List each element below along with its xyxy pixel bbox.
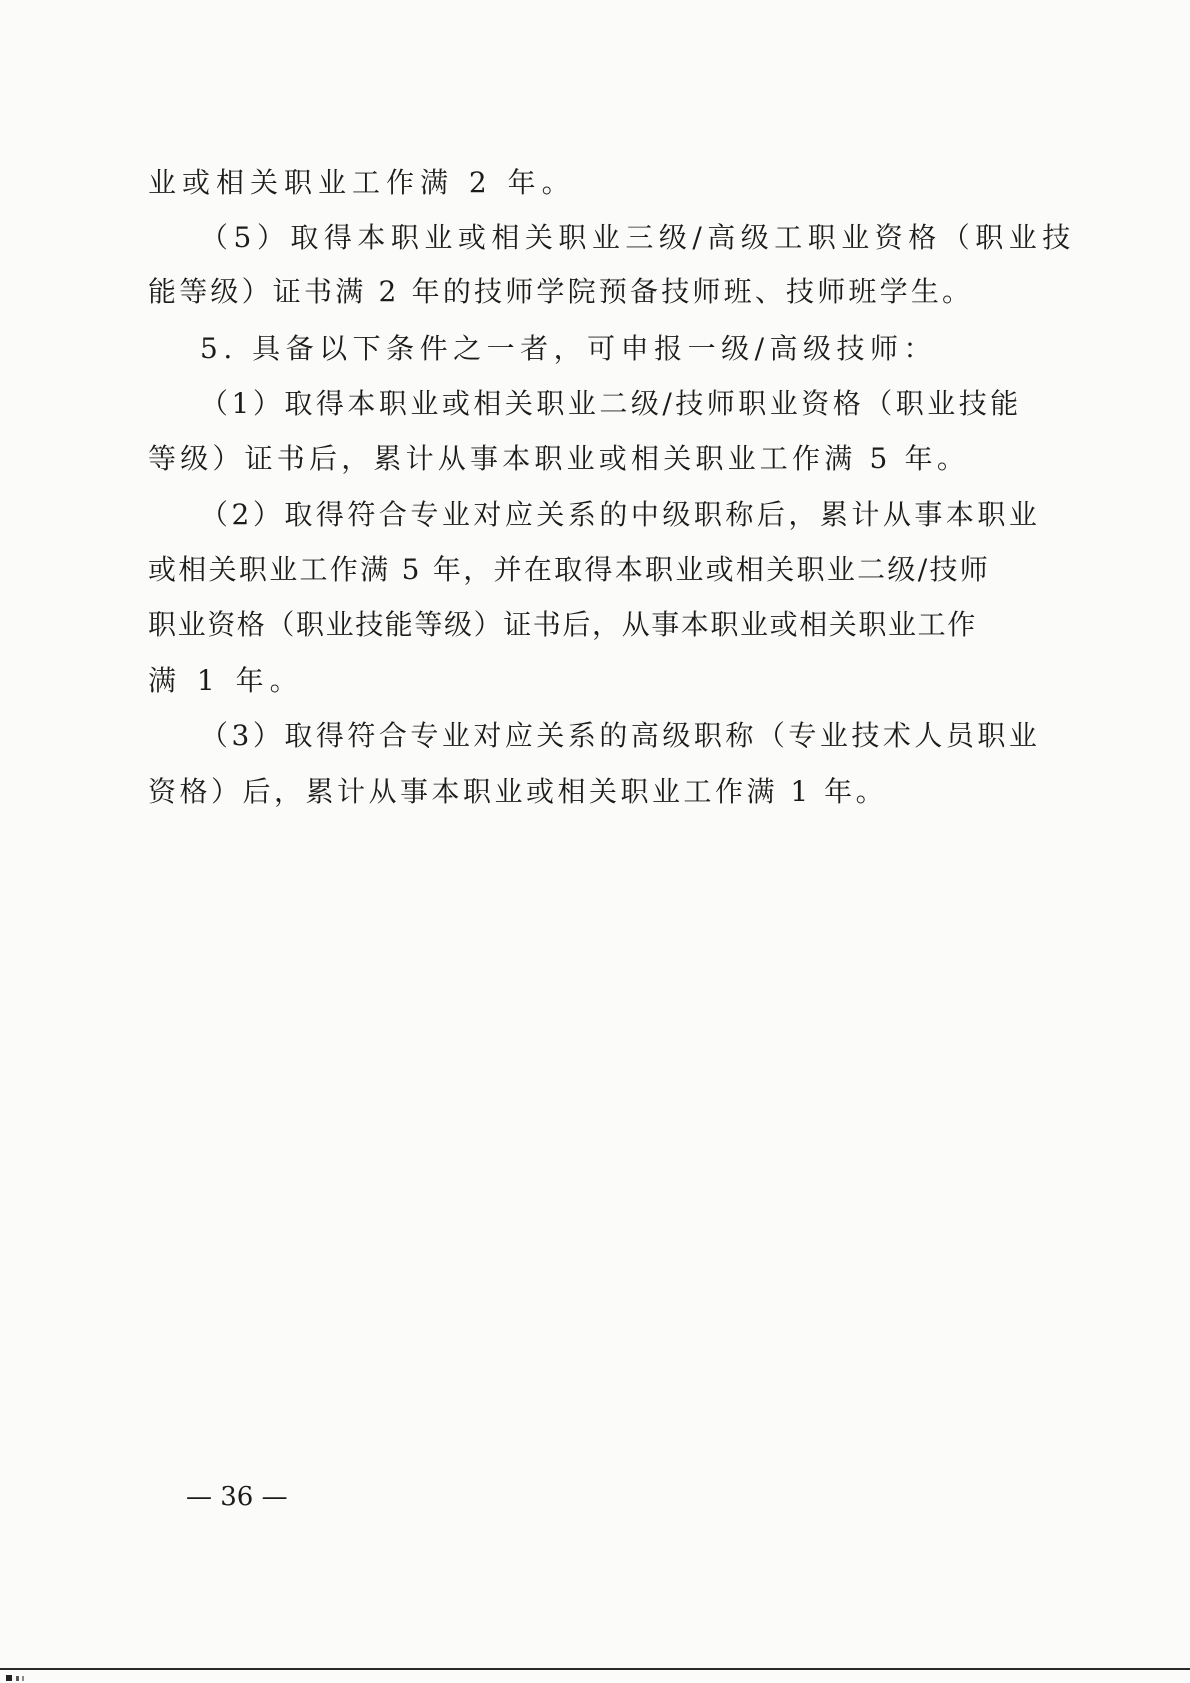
bottom-divider [0, 1668, 1190, 1670]
text-line: （2）取得符合专业对应关系的中级职称后，累计从事本职业 [200, 498, 1041, 531]
text-line: 或相关职业工作满 5 年，并在取得本职业或相关职业二级/技师 [148, 553, 991, 586]
text-line: 等级）证书后，累计从事本职业或相关职业工作满 5 年。 [148, 442, 970, 475]
text-line: （3）取得符合专业对应关系的高级职称（专业技术人员职业 [200, 719, 1041, 752]
text-line: 业或相关职业工作满 2 年。 [148, 166, 576, 199]
scan-mark [6, 1675, 12, 1681]
text-line: 资格）后，累计从事本职业或相关职业工作满 1 年。 [148, 775, 888, 808]
text-line: 能等级）证书满 2 年的技师学院预备技师班、技师班学生。 [148, 275, 974, 308]
page-number: — 36 — [186, 1482, 288, 1512]
scan-mark [22, 1676, 24, 1681]
text-line: 5. 具备以下条件之一者，可申报一级/高级技师： [200, 332, 938, 365]
scan-mark [16, 1676, 19, 1681]
text-line: 满 1 年。 [148, 664, 304, 697]
text-line: 职业资格（职业技能等级）证书后，从事本职业或相关职业工作 [148, 608, 977, 641]
text-line: （1）取得本职业或相关职业二级/技师职业资格（职业技能 [200, 387, 1022, 420]
text-line: （5）取得本职业或相关职业三级/高级工职业资格（职业技 [200, 221, 1076, 254]
